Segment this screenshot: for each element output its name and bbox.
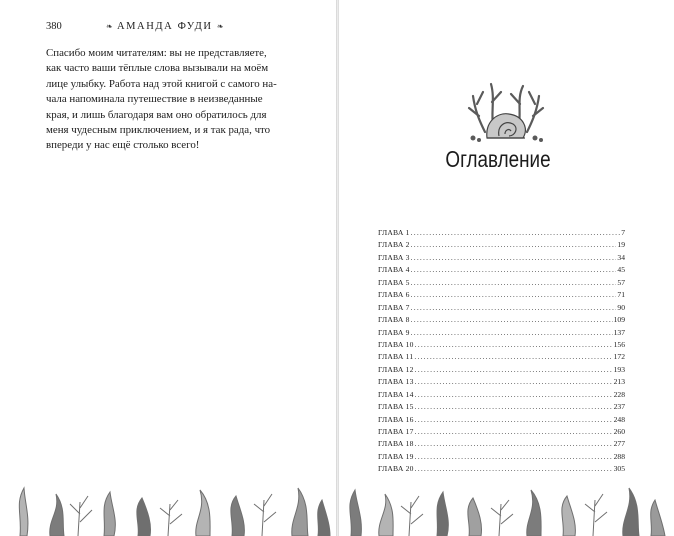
text-line: лице улыбку. Работа над этой книгой с самого на- (46, 77, 277, 90)
toc-dot-leader (415, 426, 613, 438)
toc-chapter-label: ГЛАВА 18 (378, 439, 414, 449)
toc-page-number: 137 (613, 327, 625, 337)
toc-dot-leader (411, 227, 621, 239)
toc-row[interactable] (378, 376, 625, 388)
toc-chapter-label: ГЛАВА 6 (378, 290, 410, 300)
toc-row[interactable] (378, 451, 625, 463)
toc-chapter-label: ГЛАВА 1 (378, 228, 410, 237)
toc-row[interactable] (378, 364, 625, 376)
toc-page-number: 71 (617, 290, 625, 300)
toc-chapter-label: ГЛАВА 19 (378, 451, 414, 461)
toc-chapter-label: ГЛАВА 13 (378, 377, 414, 387)
toc-page-number: 277 (613, 439, 625, 449)
table-of-contents (378, 227, 625, 476)
toc-dot-leader (415, 438, 613, 450)
toc-page-number: 57 (617, 277, 625, 287)
toc-row[interactable] (378, 252, 625, 264)
toc-chapter-label: ГЛАВА 2 (378, 240, 410, 250)
toc-dot-leader (411, 327, 613, 339)
toc-page-number: 156 (613, 339, 625, 349)
toc-dot-leader (411, 252, 617, 264)
toc-page-number: 228 (613, 389, 625, 399)
toc-chapter-label: ГЛАВА 11 (378, 352, 414, 362)
toc-page-number: 288 (613, 451, 625, 461)
toc-dot-leader (411, 264, 617, 276)
toc-chapter-label: ГЛАВА 14 (378, 389, 414, 399)
toc-page-number: 305 (613, 464, 625, 474)
coral-shell-icon (465, 80, 547, 144)
seaweed-sprig-icon: ❧ (106, 22, 113, 31)
toc-dot-leader (411, 302, 617, 314)
toc-row[interactable] (378, 277, 625, 289)
toc-chapter-label: ГЛАВА 3 (378, 252, 410, 262)
toc-page-number: 19 (617, 240, 625, 250)
toc-chapter-label: ГЛАВА 9 (378, 327, 410, 337)
toc-dot-leader (415, 389, 613, 401)
toc-page-number: 45 (617, 265, 625, 275)
toc-dot-leader (415, 463, 613, 475)
running-head (106, 21, 224, 32)
toc-chapter-label: ГЛАВА 17 (378, 427, 414, 436)
seaweed-sprig-icon: ❧ (216, 22, 224, 31)
text-line: Спасибо моим читателям: вы не представляете, (46, 47, 267, 59)
toc-dot-leader (415, 414, 613, 426)
toc-page-number: 237 (613, 402, 625, 412)
toc-page-number: 109 (613, 315, 625, 325)
text-line: меня чудесным приключением, и я так рада, что (46, 124, 271, 137)
toc-page-number: 193 (613, 364, 625, 374)
toc-row[interactable] (378, 289, 625, 301)
toc-row[interactable] (378, 463, 625, 475)
toc-dot-leader (411, 277, 617, 289)
toc-row[interactable] (378, 264, 625, 276)
text-line: как часто ваши тёплые слова вызывали на моём (46, 62, 269, 75)
toc-page-number: 213 (613, 377, 625, 387)
toc-page-number: 260 (613, 427, 625, 436)
left-page (0, 0, 336, 536)
toc-row[interactable] (378, 389, 625, 401)
toc-page-number: 248 (613, 414, 625, 424)
toc-row[interactable] (378, 302, 625, 314)
toc-chapter-label: ГЛАВА 10 (378, 339, 414, 349)
toc-dot-leader (415, 376, 613, 388)
author-name: АМАНДА ФУДИ (116, 21, 213, 32)
toc-dot-leader (411, 314, 613, 326)
toc-page-number: 172 (613, 352, 625, 362)
text-line: чала напоминала путешествие в неизведанные (46, 93, 263, 106)
toc-row[interactable] (378, 339, 625, 351)
toc-row[interactable] (378, 438, 625, 450)
seaweed-border-illustration (0, 474, 336, 536)
toc-row[interactable] (378, 327, 625, 339)
toc-dot-leader (415, 401, 613, 413)
text-line: впереди у нас ещё столько всего! (46, 139, 200, 152)
acknowledgement-text (46, 46, 316, 154)
toc-chapter-label: ГЛАВА 8 (378, 315, 410, 325)
toc-dot-leader (411, 239, 617, 251)
toc-dot-leader (415, 339, 613, 351)
toc-chapter-label: ГЛАВА 15 (378, 402, 414, 412)
toc-row[interactable] (378, 227, 625, 239)
toc-row[interactable] (378, 414, 625, 426)
toc-row[interactable] (378, 239, 625, 251)
toc-chapter-label: ГЛАВА 7 (378, 302, 410, 312)
toc-chapter-label: ГЛАВА 12 (378, 364, 414, 374)
toc-chapter-label: ГЛАВА 20 (378, 464, 414, 474)
toc-page-number: 34 (617, 252, 625, 262)
toc-dot-leader (414, 351, 612, 363)
toc-chapter-label: ГЛАВА 5 (378, 277, 410, 287)
page-number: 380 (46, 21, 62, 32)
toc-heading: Оглавление (445, 146, 551, 172)
toc-row[interactable] (378, 351, 625, 363)
toc-row[interactable] (378, 426, 625, 438)
text-line: края, и лишь благодаря вам оно обратилось для (46, 108, 267, 121)
toc-chapter-label: ГЛАВА 4 (378, 265, 410, 275)
toc-page-number: 90 (617, 302, 625, 312)
seaweed-border-illustration (339, 474, 674, 536)
toc-dot-leader (411, 289, 617, 301)
toc-page-number: 7 (621, 228, 625, 237)
toc-dot-leader (415, 451, 613, 463)
toc-chapter-label: ГЛАВА 16 (378, 414, 414, 424)
toc-row[interactable] (378, 314, 625, 326)
toc-row[interactable] (378, 401, 625, 413)
toc-dot-leader (415, 364, 613, 376)
